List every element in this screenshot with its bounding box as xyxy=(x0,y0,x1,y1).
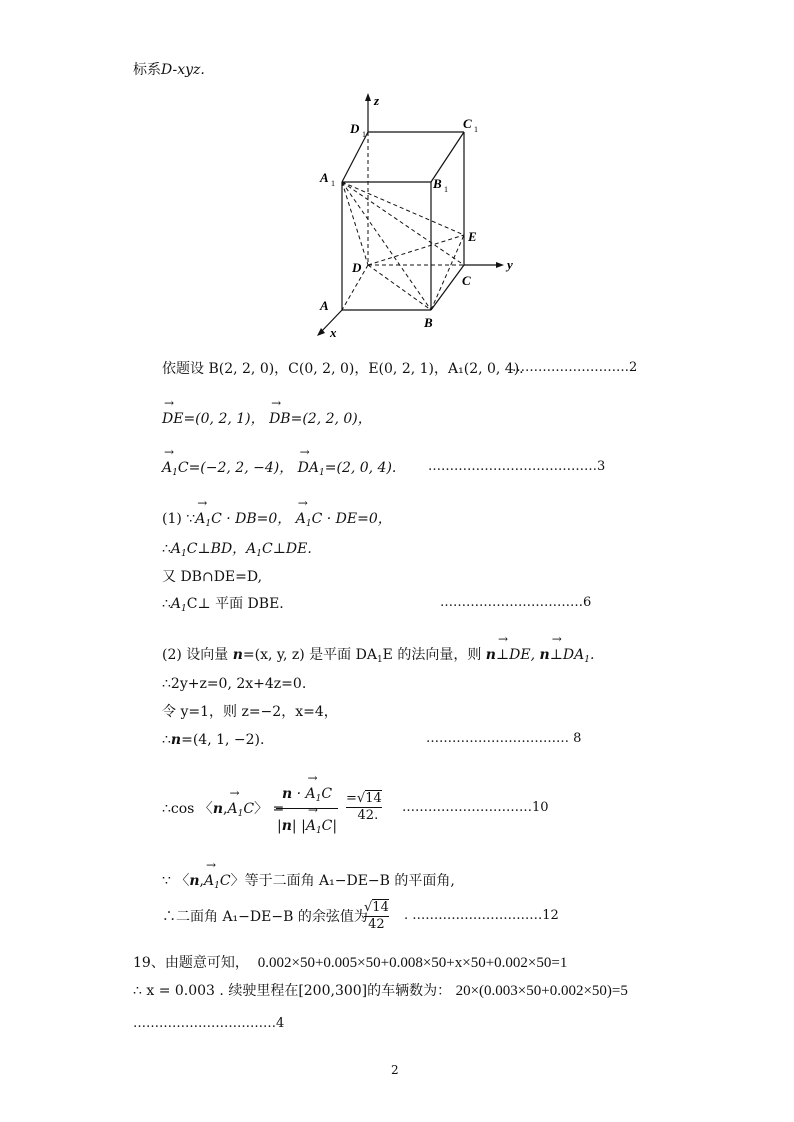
intro-label: D-xyz. xyxy=(161,62,205,78)
part1-line2: $\therefore A_1C\perp BD$，$A_1C\perp DE$. xyxy=(162,541,312,559)
part2-line4: ∴n=(4, 1, −2). xyxy=(162,732,265,748)
part2-d: → ⊥DE, xyxy=(496,646,535,664)
vec-A1C-1: → $A_1C \cdot DB=0$， xyxy=(195,510,291,533)
part2-line2: ∴2y+z=0, 2x+4z=0. xyxy=(162,676,307,692)
part2-l4: =(4, 1, −2). xyxy=(181,732,265,748)
cos-line: ∴cos 〈$n,\to A_1C$〉 = xyxy=(162,800,284,823)
part2-b: =(x, y, z) 是平面 DA xyxy=(242,647,377,663)
vector-DA1: → $DA_1=(2$, 0, 4). xyxy=(298,459,397,482)
part1-l2: C⊥BD， xyxy=(186,541,247,557)
cos-result: =√14 42. xyxy=(346,791,382,823)
part1-line4: $\therefore A_1C\perp$ 平面 DBE. xyxy=(162,596,284,614)
intro-line xyxy=(133,61,205,79)
q19-b: ∴ x = 0.003 . 续驶里程在[200,300]的车辆数为： xyxy=(133,983,452,999)
part1-l2b: C⊥DE. xyxy=(262,541,312,557)
vector-A1C-value: C=(−2, 2, −4)， xyxy=(177,460,294,476)
score-dots: ……………………………6 xyxy=(440,595,592,610)
part2-line3: 令 y=1，则 z=−2，x=4， xyxy=(162,704,338,720)
q19-a: 19、由题意可知， xyxy=(133,955,249,971)
score-dots: ………………………2 xyxy=(512,360,638,375)
cos-fraction: n · → $A_1C$ |n| |→ $A_1C|$ xyxy=(276,785,338,840)
part1-line1 xyxy=(162,510,392,533)
cos-den: 42 xyxy=(357,808,375,823)
part1-body: C · DB=0， xyxy=(211,511,292,527)
point-B1: B xyxy=(433,176,442,191)
score: 4 xyxy=(276,1016,285,1031)
sub-C1: 1 xyxy=(474,125,478,134)
setup-line: 依题设 B(2, 2, 0)，C(0, 2, 0)，E(0, 2, 1)，A₁(2, 0, 4). xyxy=(162,361,524,377)
q19-eq: 0.002×50+0.005×50+0.008×50+x×50+0.002×50=1 xyxy=(257,955,568,971)
cuboid-figure xyxy=(300,85,530,345)
score-dots: . …………………………12 xyxy=(404,908,559,923)
part2-e-wrap: → $\perp DA_1$. xyxy=(550,646,595,669)
score-dots: …………………………10 xyxy=(402,800,549,815)
part2-line6: ∵ 〈$n,\to A_1C$〉等于二面角 A₁−DE−B 的平面角, xyxy=(162,872,455,895)
point-E: E xyxy=(468,229,477,244)
vector-DB: → DB=(2, 2, 0)， xyxy=(269,410,372,428)
point-A: A xyxy=(320,298,329,313)
page-number: 2 xyxy=(391,1063,399,1077)
score: 2 xyxy=(629,360,638,375)
point-C: C xyxy=(462,273,471,288)
intro-prefix: 标系 xyxy=(133,62,161,78)
part2-l6: 〉等于二面角 A₁−DE−B 的平面角, xyxy=(230,873,455,889)
sub-A1: 1 xyxy=(331,179,335,188)
final-fraction: √14 42 xyxy=(364,900,389,932)
part1-prefix: (1) ∵ xyxy=(162,511,196,527)
vector-A1C: → $A_1C=(-2$, 2, −4)， xyxy=(162,459,293,482)
vec-A1C-2: → $A_1C \cdot DE=0$， xyxy=(296,510,392,533)
point-B: B xyxy=(424,315,433,330)
score: 12 xyxy=(542,908,559,923)
score: 6 xyxy=(583,595,592,610)
part2-c: E 的法向量，则 xyxy=(382,647,486,663)
point-D1: D xyxy=(350,121,360,136)
part2-e: ⊥DA xyxy=(549,647,585,663)
cos-prefix: ∴cos 〈 xyxy=(162,801,213,817)
score: 3 xyxy=(597,459,606,474)
point-C1: C xyxy=(463,116,472,131)
part2-a: (2) 设向量 xyxy=(162,647,233,663)
part2-line7: ∴二面角 A₁−DE−B 的余弦值为 xyxy=(162,909,368,925)
q19-line1 xyxy=(133,954,567,972)
point-A1: A xyxy=(320,170,329,185)
x-axis-label: x xyxy=(330,325,337,340)
score-dots: …………………………………3 xyxy=(428,459,606,474)
part2-line1: (2) 设向量 n=(x, y, z) 是平面 $DA_1E$ 的法向量，则 n→ ⊥DE, $n\to \perp DA_1$. xyxy=(162,646,594,669)
score: 10 xyxy=(532,800,549,815)
vector-line-2 xyxy=(162,459,396,482)
score: 8 xyxy=(573,731,582,746)
score-dots: ……………………………4 xyxy=(133,1016,285,1031)
vector-line-1 xyxy=(162,410,372,428)
sub-D1: 1 xyxy=(362,130,366,139)
part1-line3: 又 DB∩DE=D, xyxy=(162,569,263,585)
final-den: 42 xyxy=(368,917,385,932)
q19-eq2: 20×(0.003×50+0.002×50)=5 xyxy=(455,983,628,999)
point-D: D xyxy=(352,260,362,275)
z-axis-label: z xyxy=(374,93,380,108)
part1-l4: C⊥ 平面 DBE. xyxy=(186,596,284,612)
vector-DA1-value: =(2, 0, 4). xyxy=(324,460,397,476)
sub-B1: 1 xyxy=(444,185,448,194)
final-num: 14 xyxy=(372,900,389,915)
score-dots: …………………………… 8 xyxy=(426,731,582,746)
cos-num: 14 xyxy=(365,791,382,806)
y-axis-label: y xyxy=(507,257,513,272)
part1-body2: C · DE=0， xyxy=(311,511,392,527)
vector-DE: → DE=(0, 2, 1)， xyxy=(162,410,265,428)
q19-line2 xyxy=(133,982,628,1000)
